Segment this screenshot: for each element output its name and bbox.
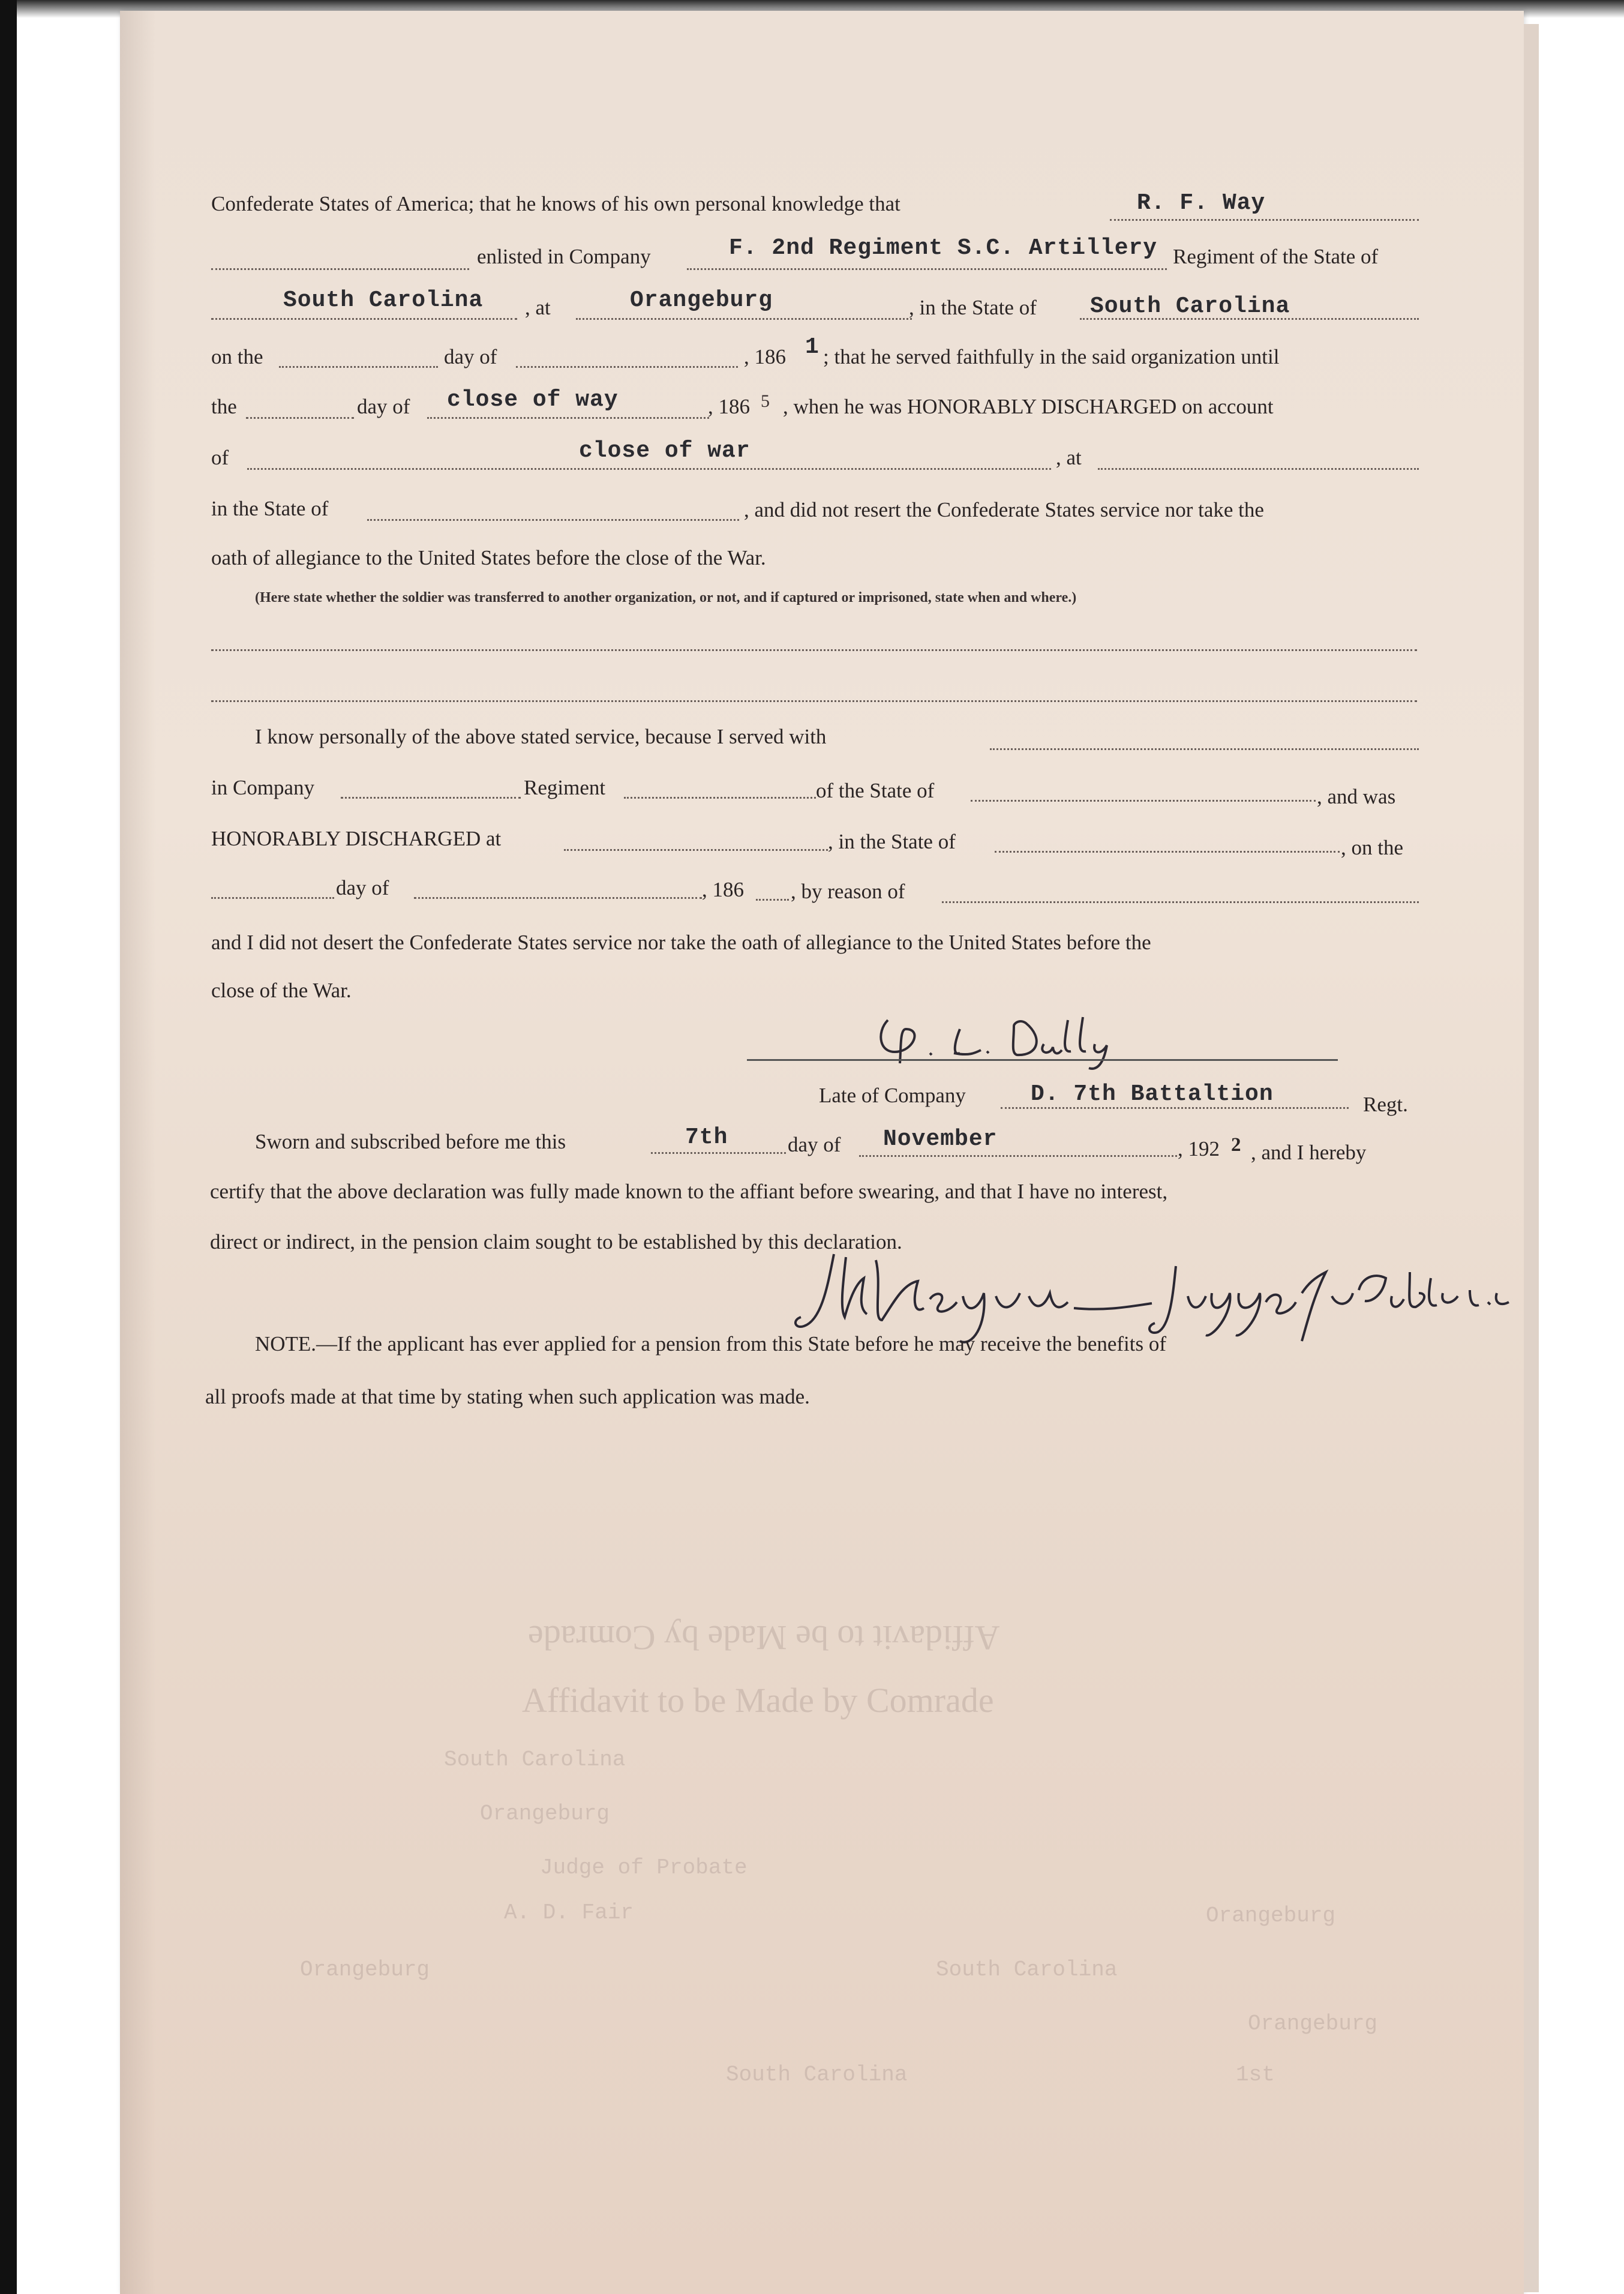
- form-text: , and did not resert the Confederate States service nor take the: [744, 498, 1264, 521]
- fill-line: [414, 897, 702, 899]
- form-text: , 192: [1178, 1137, 1220, 1161]
- form-text: in the State of: [211, 497, 329, 520]
- bleed-typed: South Carolina: [936, 1957, 1118, 1982]
- bleed-typed: Judge of Probate: [540, 1855, 748, 1880]
- bleed-typed: Orangeburg: [480, 1801, 610, 1826]
- fill-line: [1001, 1107, 1349, 1109]
- form-text: day of: [788, 1133, 841, 1156]
- fill-line: [576, 318, 912, 320]
- form-text: of the State of: [816, 779, 935, 802]
- form-text: day of: [336, 876, 389, 899]
- reason-typed: close of war: [579, 438, 751, 464]
- state-typed: South Carolina: [1090, 293, 1290, 319]
- page-shadow: [120, 11, 156, 2294]
- bleed-typed: South Carolina: [726, 2062, 908, 2087]
- bleed-typed: Orangeburg: [1248, 2011, 1378, 2036]
- discharge-date-typed: close of way: [447, 387, 619, 413]
- fill-line: [859, 1155, 1177, 1157]
- bleed-typed: South Carolina: [444, 1747, 626, 1772]
- form-text: , at: [1056, 446, 1082, 469]
- fill-line: [1110, 219, 1419, 221]
- fill-line: [971, 800, 1316, 802]
- fill-line: [1098, 468, 1419, 470]
- sworn-day-typed: 7th: [685, 1124, 728, 1150]
- blank-line: [211, 649, 1417, 651]
- bleed-typed: Orangeburg: [300, 1957, 430, 1982]
- form-text: , and was: [1317, 785, 1396, 808]
- fill-line: [756, 899, 789, 901]
- bleed-title-mirror: Affidavit to be Made by Comrade: [528, 1618, 1000, 1657]
- form-text: I know personally of the above stated service, because I served with: [255, 725, 827, 748]
- soldier-name: R. F. Way: [1137, 190, 1266, 216]
- form-text: on the: [211, 345, 263, 368]
- form-text: of: [211, 446, 229, 469]
- fill-line: [427, 417, 709, 419]
- form-text: HONORABLY DISCHARGED at: [211, 827, 502, 850]
- form-text: direct or indirect, in the pension claim sought to be established by this declaration.: [210, 1230, 902, 1254]
- form-text: , and I hereby: [1251, 1141, 1367, 1164]
- year-digit: 2: [1231, 1134, 1241, 1156]
- form-text: and I did not desert the Confederate States service nor take the oath of allegiance to the United States before the: [211, 931, 1151, 954]
- bleed-title: Affidavit to be Made by Comrade: [522, 1681, 994, 1720]
- year-digit: 5: [761, 391, 770, 411]
- form-text: certify that the above declaration was fully made known to the affiant before swearing, and that I have no interest,: [210, 1180, 1168, 1203]
- form-text: oath of allegiance to the United States before the close of the War.: [211, 546, 766, 569]
- form-text: Sworn and subscribed before me this: [255, 1130, 566, 1153]
- form-text: , 186: [744, 345, 786, 368]
- bleed-typed: A. D. Fair: [504, 1900, 634, 1925]
- sworn-month-typed: November: [883, 1126, 998, 1152]
- fill-line: [687, 268, 1167, 270]
- fill-line: [995, 851, 1340, 853]
- fill-line: [516, 366, 738, 368]
- form-text: , by reason of: [791, 880, 905, 903]
- form-text: ; that he served faithfully in the said organization until: [823, 345, 1280, 368]
- form-text: , in the State of: [909, 296, 1037, 319]
- fill-line: [211, 268, 469, 270]
- form-text: in Company: [211, 776, 315, 799]
- scan-border-left: [0, 0, 17, 2294]
- form-text: , in the State of: [828, 830, 956, 853]
- fill-line: [279, 366, 438, 368]
- comrade-signature: [864, 996, 1248, 1074]
- form-text: close of the War.: [211, 979, 352, 1002]
- page-edge: [1524, 24, 1539, 2292]
- form-text: the: [211, 395, 237, 418]
- form-text: , 186: [708, 395, 750, 418]
- fill-line: [246, 417, 354, 419]
- fill-line: [211, 897, 334, 899]
- state-typed: South Carolina: [283, 287, 484, 313]
- form-text: enlisted in Company: [477, 245, 651, 268]
- form-text: , 186: [702, 878, 744, 901]
- bleed-typed: 1st: [1236, 2062, 1275, 2087]
- form-text: , at: [525, 296, 551, 319]
- place-typed: Orangeburg: [630, 287, 773, 313]
- year-digit: 1: [805, 334, 819, 360]
- fill-line: [651, 1152, 786, 1154]
- instruction-note: (Here state whether the soldier was transferred to another organization, or not, and if captured or imprisoned, state when and where.): [255, 590, 1077, 605]
- fill-line: [990, 748, 1419, 750]
- form-text: , when he was HONORABLY DISCHARGED on account: [783, 395, 1274, 418]
- fill-line: [247, 468, 1051, 470]
- form-text: Regiment of the State of: [1173, 245, 1379, 268]
- form-text: Late of Company: [819, 1084, 966, 1107]
- form-text: Regiment: [524, 776, 606, 799]
- fill-line: [211, 318, 517, 320]
- form-text: , on the: [1341, 836, 1404, 859]
- form-text: Regt.: [1363, 1093, 1408, 1116]
- note-text: all proofs made at that time by stating when such application was made.: [205, 1385, 810, 1408]
- form-text: day of: [444, 345, 497, 368]
- company-typed: F. 2nd Regiment S.C. Artillery: [729, 235, 1158, 261]
- fill-line: [564, 849, 828, 851]
- signature-line: [747, 1059, 1338, 1061]
- fill-line: [341, 797, 521, 799]
- fill-line: [367, 519, 739, 521]
- fill-line: [942, 901, 1419, 903]
- form-text: day of: [357, 395, 410, 418]
- late-company-typed: D. 7th Battaltion: [1031, 1081, 1274, 1107]
- blank-line: [211, 700, 1417, 702]
- bleed-typed: Orangeburg: [1206, 1903, 1336, 1928]
- form-text: Confederate States of America; that he knows of his own personal knowledge that: [211, 192, 900, 215]
- note-text: NOTE.—If the applicant has ever applied for a pension from this State before he may receive the benefits of: [255, 1332, 1167, 1356]
- fill-line: [624, 797, 816, 799]
